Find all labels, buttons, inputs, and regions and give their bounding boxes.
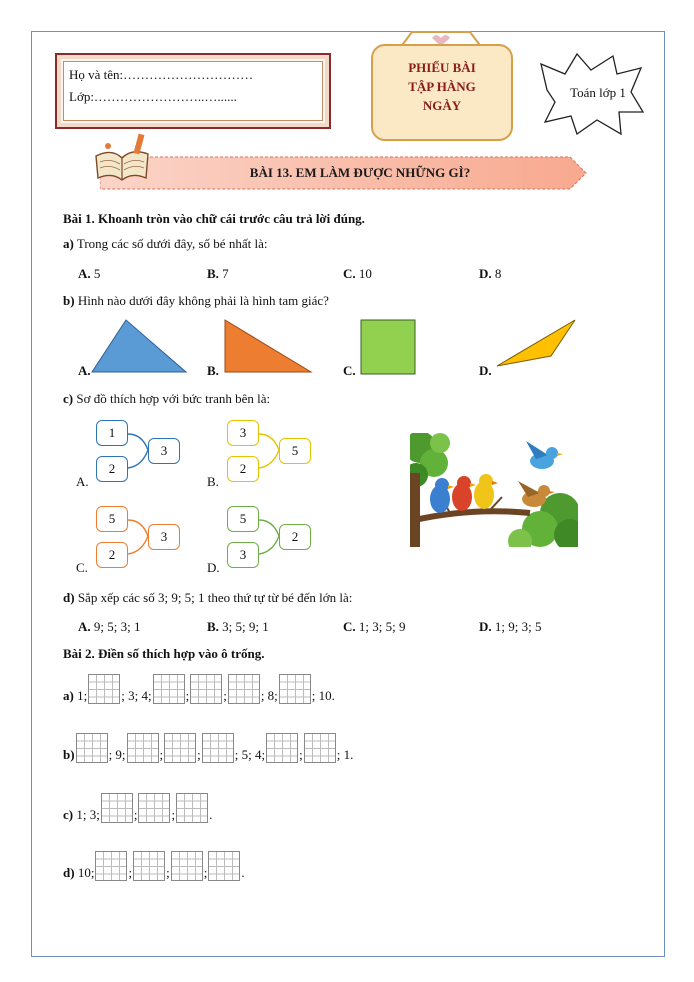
option-1b-c[interactable]: C.	[343, 363, 356, 378]
question-1d: d) Sắp xếp các số 3; 9; 5; 1 theo thứ tự từ bé đến lớn là:	[63, 590, 353, 605]
option-1b-a[interactable]: A.	[78, 363, 91, 378]
option-key: B.	[207, 474, 219, 489]
answer-box[interactable]	[164, 733, 196, 763]
option-1d-b[interactable]: B. 3; 5; 9; 1	[207, 619, 269, 634]
answer-box[interactable]	[190, 674, 222, 704]
answer-box[interactable]	[101, 793, 133, 823]
option-key: D.	[207, 560, 220, 575]
total-box: 2	[279, 524, 311, 550]
student-name-field[interactable]: Họ và tên:…………………………	[69, 67, 254, 82]
option-1d-d[interactable]: D. 1; 9; 3; 5	[479, 619, 542, 634]
answer-box[interactable]	[266, 733, 298, 763]
fill-row-d: d) 10; ; ; ; .	[63, 851, 245, 881]
worksheet-sign	[371, 44, 513, 141]
part-box: 3	[227, 420, 259, 446]
answer-box[interactable]	[127, 733, 159, 763]
fill-row-c: c) 1; 3; ; ; .	[63, 793, 212, 823]
total-box: 3	[148, 524, 180, 550]
option-1d-a[interactable]: A. 9; 5; 3; 1	[78, 619, 141, 634]
option-1b-d[interactable]: D.	[479, 363, 492, 378]
triangle-shape-d	[495, 318, 579, 372]
part-box: 5	[96, 506, 128, 532]
option-1a-b[interactable]: B. 7	[207, 266, 229, 281]
lesson-title: BÀI 13. EM LÀM ĐƯỢC NHỮNG GÌ?	[249, 165, 471, 180]
answer-box[interactable]	[176, 793, 208, 823]
diagram-option-d[interactable]	[207, 498, 327, 578]
option-1b-b[interactable]: B.	[207, 363, 219, 378]
sign-line-1: PHIẾU BÀI	[408, 60, 476, 75]
exercise-1-title: Bài 1. Khoanh tròn vào chữ cái trước câu trả lời đúng.	[63, 211, 365, 226]
fill-row-a: a) 1; ; 3; 4; ; ; ; 8; ; 10.	[63, 674, 335, 704]
total-box: 3	[148, 438, 180, 464]
part-box: 2	[227, 456, 259, 482]
book-icon	[92, 132, 152, 184]
birds-picture	[410, 433, 578, 547]
option-1a-c[interactable]: C. 10	[343, 266, 372, 281]
triangle-shape-a	[90, 318, 190, 376]
sign-line-3: NGÀY	[422, 98, 462, 113]
question-1b: b) Hình nào dưới đây không phải là hình tam giác?	[63, 293, 329, 308]
sign-line-2: TẬP HÀNG	[408, 79, 476, 94]
answer-box[interactable]	[202, 733, 234, 763]
answer-box[interactable]	[138, 793, 170, 823]
part-box: 1	[96, 420, 128, 446]
answer-box[interactable]	[95, 851, 127, 881]
answer-box[interactable]	[279, 674, 311, 704]
part-box: 2	[96, 456, 128, 482]
square-shape-c	[359, 318, 419, 376]
diagram-option-b[interactable]	[207, 412, 327, 492]
question-label: a)	[63, 236, 74, 251]
question-text: Trong các số dưới đây, số bé nhất là:	[76, 236, 268, 251]
answer-box[interactable]	[88, 674, 120, 704]
name-box	[55, 53, 331, 129]
total-box: 5	[279, 438, 311, 464]
answer-box[interactable]	[304, 733, 336, 763]
option-1a-a[interactable]: A. 5	[78, 266, 101, 281]
exercise-2-title: Bài 2. Điền số thích hợp vào ô trống.	[63, 646, 265, 661]
answer-box[interactable]	[171, 851, 203, 881]
part-box: 5	[227, 506, 259, 532]
fill-row-b: b) ; 9; ; ; ; 5; 4; ; ; 1.	[63, 733, 353, 763]
answer-box[interactable]	[76, 733, 108, 763]
part-box: 3	[227, 542, 259, 568]
triangle-shape-b	[221, 318, 315, 376]
option-1a-d[interactable]: D. 8	[479, 266, 502, 281]
class-field[interactable]: Lớp:……………………..…......	[69, 89, 237, 104]
option-1d-c[interactable]: C. 1; 3; 5; 9	[343, 619, 406, 634]
answer-box[interactable]	[133, 851, 165, 881]
question-1a	[63, 236, 267, 252]
option-key: C.	[76, 560, 88, 575]
diagram-option-c[interactable]	[76, 498, 196, 578]
answer-box[interactable]	[228, 674, 260, 704]
option-key: A.	[76, 474, 89, 489]
answer-box[interactable]	[208, 851, 240, 881]
grade-label: Toán lớp 1	[570, 85, 626, 100]
answer-box[interactable]	[153, 674, 185, 704]
question-1c: c) Sơ đồ thích hợp với bức tranh bên là:	[63, 391, 271, 406]
part-box: 2	[96, 542, 128, 568]
diagram-option-a[interactable]	[76, 412, 196, 492]
